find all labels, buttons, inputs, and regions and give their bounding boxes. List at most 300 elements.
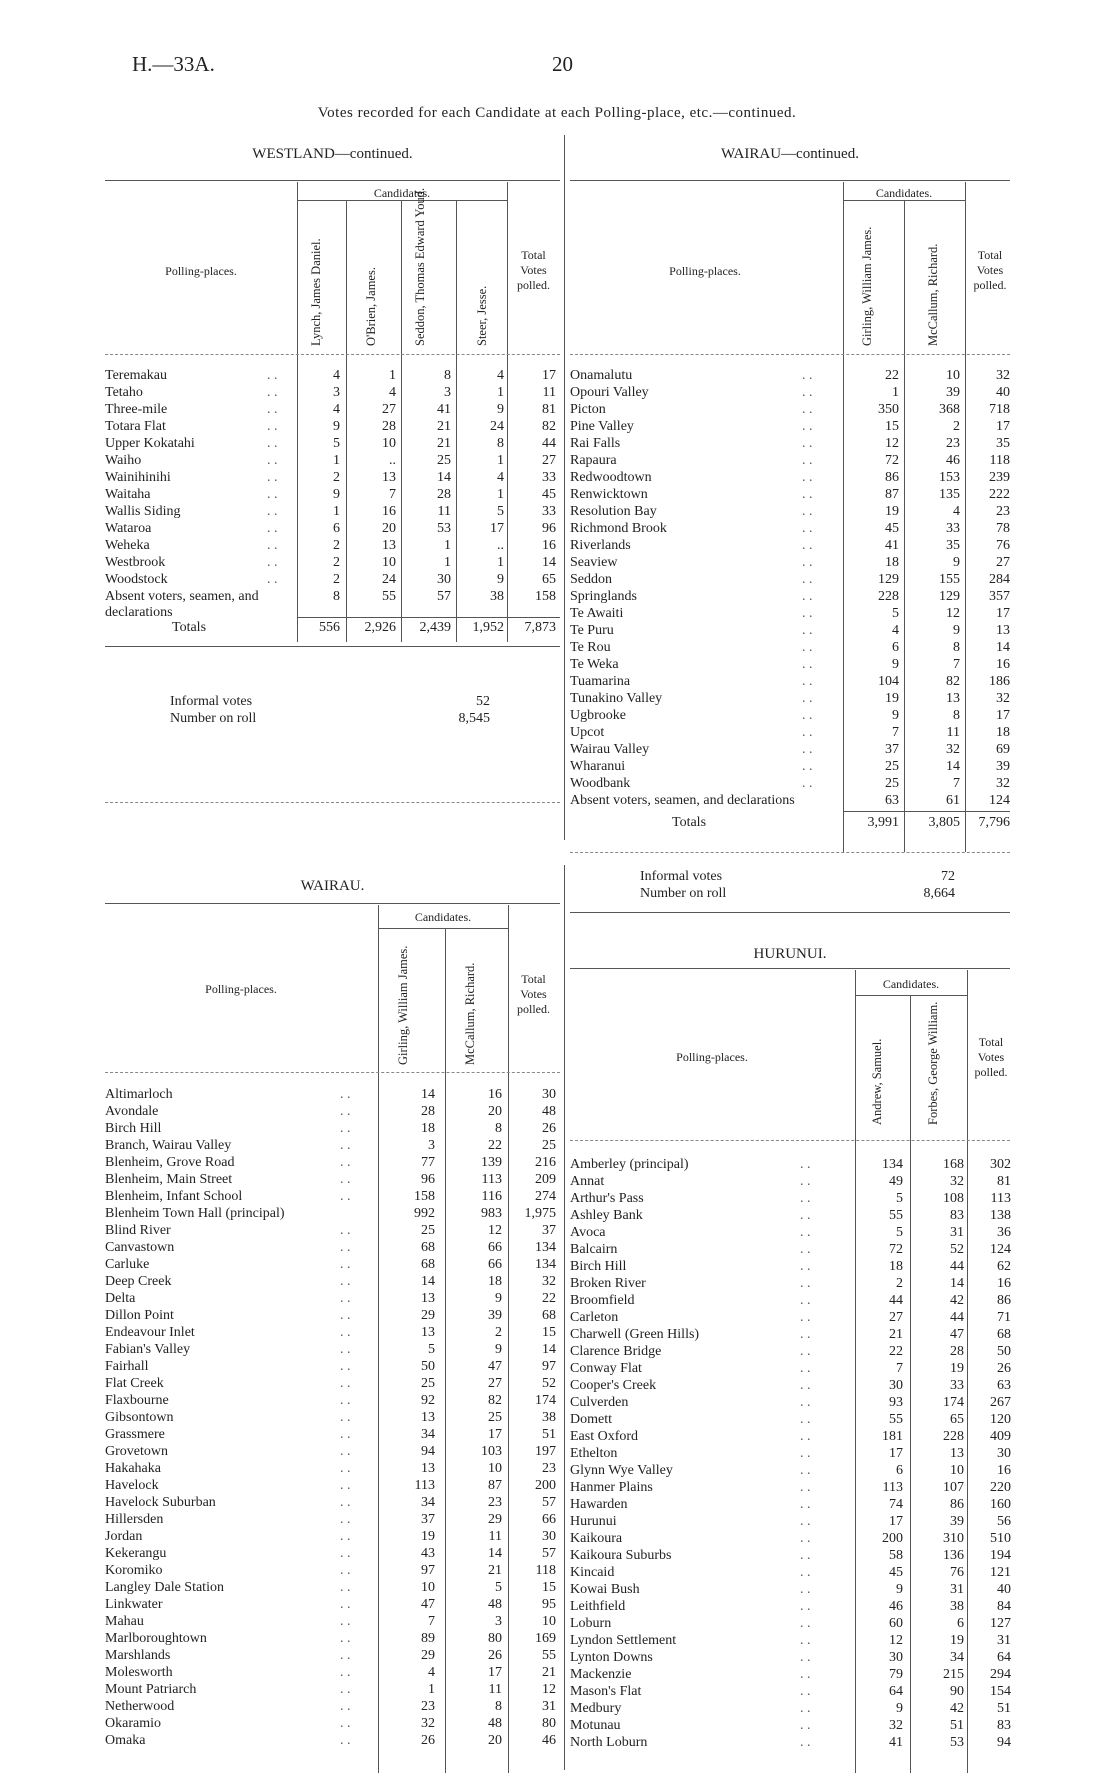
total-votes: 38 xyxy=(542,1410,556,1425)
table-row xyxy=(570,1310,1010,1327)
leader-dots: . . xyxy=(800,1497,811,1512)
table-row xyxy=(570,504,1010,521)
table-row xyxy=(105,1308,560,1325)
polling-place-name: Culverden xyxy=(570,1395,629,1410)
vote-count: 129 xyxy=(939,589,960,604)
vote-count: 6 xyxy=(896,1463,903,1478)
total-votes: 216 xyxy=(535,1155,556,1170)
polling-place-name: Waitaha xyxy=(105,487,151,502)
polling-place-name: Picton xyxy=(570,402,606,417)
table-row xyxy=(570,708,1010,725)
table-row xyxy=(105,1104,560,1121)
vote-count: 155 xyxy=(939,572,960,587)
document-reference: H.—33A. xyxy=(132,52,215,76)
polling-place-name: Ugbrooke xyxy=(570,708,626,723)
total-votes: 23 xyxy=(542,1461,556,1476)
table-row xyxy=(105,1427,560,1444)
polling-place-name: Carleton xyxy=(570,1310,619,1325)
vote-count: 47 xyxy=(950,1327,964,1342)
leader-dots: . . xyxy=(802,470,813,485)
table-row xyxy=(570,1191,1010,1208)
wairau-cont-top-rule xyxy=(570,180,1010,181)
vote-count: 27 xyxy=(382,402,396,417)
vote-count: 1 xyxy=(389,368,396,383)
polling-place-name: Kaikoura xyxy=(570,1531,623,1546)
table-row xyxy=(570,1582,1010,1599)
table-row xyxy=(105,1699,560,1716)
vote-count: 66 xyxy=(488,1257,502,1272)
vote-count: 50 xyxy=(421,1359,435,1374)
hurunui-top-rule xyxy=(570,968,1010,969)
total-votes: 36 xyxy=(997,1225,1011,1240)
table-row xyxy=(570,776,1010,793)
vote-count: 368 xyxy=(939,402,960,417)
total-votes: 194 xyxy=(990,1548,1011,1563)
westland-informal-label: Informal votes xyxy=(170,694,253,709)
table-row xyxy=(570,1225,1010,1242)
total-votes: 154 xyxy=(990,1684,1011,1699)
total-votes: 22 xyxy=(542,1291,556,1306)
polling-place-name: Redwoodtown xyxy=(570,470,652,485)
total-votes: 16 xyxy=(542,538,556,553)
vote-count: 1 xyxy=(444,538,451,553)
total-votes: 120 xyxy=(990,1412,1011,1427)
vote-count: 1 xyxy=(497,385,504,400)
table-row xyxy=(570,1531,1010,1548)
westland-top-rule xyxy=(105,180,560,181)
polling-place-name: Absent voters, seamen, and declarations xyxy=(105,589,259,620)
vote-count: 21 xyxy=(437,436,451,451)
leader-dots: . . xyxy=(267,419,278,434)
polling-place-name: Cooper's Creek xyxy=(570,1378,657,1393)
westland-cand-0: Lynch, James Daniel. xyxy=(309,238,323,346)
hurunui-head-rule xyxy=(570,1140,1010,1141)
leader-dots: . . xyxy=(800,1361,811,1376)
wairau-cand-0: Girling, William James. xyxy=(396,945,410,1065)
vote-count: 14 xyxy=(946,759,960,774)
total-votes: 174 xyxy=(535,1393,556,1408)
leader-dots: . . xyxy=(340,1138,351,1153)
vote-count: 39 xyxy=(950,1514,964,1529)
total-votes: 197 xyxy=(535,1444,556,1459)
westland-title: WESTLAND—continued. xyxy=(252,146,413,162)
table-row xyxy=(105,1376,560,1393)
wairau-cont-totals-label: Totals xyxy=(672,815,707,830)
vote-count: 32 xyxy=(889,1718,903,1733)
polling-place-name: Endeavour Inlet xyxy=(105,1325,195,1340)
vote-count: 72 xyxy=(885,453,899,468)
table-row xyxy=(570,691,1010,708)
polling-place-name: Annat xyxy=(570,1174,605,1189)
table-row xyxy=(570,1463,1010,1480)
vote-count: 41 xyxy=(437,402,451,417)
vote-count: 18 xyxy=(885,555,899,570)
vote-count: 38 xyxy=(490,589,504,604)
leader-dots: . . xyxy=(802,538,813,553)
westland-bottom-rule xyxy=(105,802,560,803)
table-row xyxy=(570,1633,1010,1650)
wairau-cand-rule xyxy=(378,928,508,929)
total-votes: 30 xyxy=(997,1446,1011,1461)
table-row xyxy=(570,1429,1010,1446)
leader-dots: . . xyxy=(800,1633,811,1648)
vote-count: 7 xyxy=(896,1361,903,1376)
vote-count: 11 xyxy=(437,504,451,519)
leader-dots: . . xyxy=(340,1648,351,1663)
leader-dots: . . xyxy=(802,521,813,536)
vote-count: 3 xyxy=(495,1614,502,1629)
table-row xyxy=(570,555,1010,572)
polling-place-name: Omaka xyxy=(105,1733,146,1748)
total-votes: 95 xyxy=(542,1597,556,1612)
leader-dots: . . xyxy=(800,1718,811,1733)
leader-dots: . . xyxy=(340,1155,351,1170)
total-votes: 81 xyxy=(997,1174,1011,1189)
vote-count: 14 xyxy=(488,1546,502,1561)
table-row xyxy=(105,1580,560,1597)
vote-count: 9 xyxy=(892,657,899,672)
polling-place-name: Glynn Wye Valley xyxy=(570,1463,673,1478)
vote-count: 29 xyxy=(421,1308,435,1323)
total-votes: 68 xyxy=(542,1308,556,1323)
table-row xyxy=(570,606,1010,623)
total-votes: 44 xyxy=(542,436,556,451)
total-votes: 18 xyxy=(996,725,1010,740)
polling-place-name: Rapaura xyxy=(570,453,617,468)
vote-count: 16 xyxy=(488,1087,502,1102)
polling-place-name: Woodstock xyxy=(105,572,168,587)
total-votes: 84 xyxy=(997,1599,1011,1614)
total-votes: 26 xyxy=(997,1361,1011,1376)
table-row xyxy=(105,1682,560,1699)
leader-dots: . . xyxy=(340,1716,351,1731)
vote-count: 45 xyxy=(889,1565,903,1580)
vote-count: 68 xyxy=(421,1240,435,1255)
total-votes: 46 xyxy=(542,1733,556,1748)
vote-count: .. xyxy=(389,453,396,468)
vote-count: 30 xyxy=(889,1650,903,1665)
total-votes: 40 xyxy=(996,385,1010,400)
total-votes: 66 xyxy=(542,1512,556,1527)
westland-polling-label: Polling-places. xyxy=(165,264,237,278)
vote-count: 46 xyxy=(946,453,960,468)
vote-count: 3 xyxy=(444,385,451,400)
vote-count: 24 xyxy=(382,572,396,587)
total-votes: 16 xyxy=(997,1463,1011,1478)
page-number: 20 xyxy=(552,52,573,76)
table-row xyxy=(105,368,560,385)
vote-count: 3 xyxy=(428,1138,435,1153)
leader-dots: . . xyxy=(340,1274,351,1289)
total-votes: 56 xyxy=(997,1514,1011,1529)
vote-count: 5 xyxy=(896,1225,903,1240)
vote-count: 2 xyxy=(333,538,340,553)
table-row xyxy=(105,1274,560,1291)
vote-count: 41 xyxy=(889,1735,903,1750)
polling-place-name: Jordan xyxy=(105,1529,143,1544)
total-votes: 23 xyxy=(996,504,1010,519)
polling-place-name: Seaview xyxy=(570,555,618,570)
total-votes: 14 xyxy=(542,555,556,570)
polling-place-name: Kincaid xyxy=(570,1565,615,1580)
table-row xyxy=(570,1344,1010,1361)
vote-count: 9 xyxy=(896,1701,903,1716)
vote-count: 13 xyxy=(421,1325,435,1340)
vote-count: 7 xyxy=(428,1614,435,1629)
total-votes: 113 xyxy=(990,1191,1011,1206)
table-row xyxy=(105,1393,560,1410)
vote-count: 33 xyxy=(950,1378,964,1393)
vote-count: 4 xyxy=(497,368,504,383)
total-votes: 57 xyxy=(542,1546,556,1561)
vote-count: 27 xyxy=(889,1310,903,1325)
table-row xyxy=(570,1378,1010,1395)
table-row xyxy=(570,436,1010,453)
vote-count: 9 xyxy=(495,1291,502,1306)
vote-count: 82 xyxy=(488,1393,502,1408)
vote-count: 983 xyxy=(481,1206,502,1221)
leader-dots: . . xyxy=(802,640,813,655)
vote-count: 228 xyxy=(878,589,899,604)
vote-count: 13 xyxy=(382,470,396,485)
polling-place-name: Renwicktown xyxy=(570,487,648,502)
vote-count: 23 xyxy=(946,436,960,451)
table-row xyxy=(105,487,560,504)
table-row xyxy=(570,1259,1010,1276)
vote-count: 9 xyxy=(497,572,504,587)
wairau-head-rule xyxy=(105,1072,560,1073)
total-votes: 51 xyxy=(542,1427,556,1442)
wairau-cont-bottom xyxy=(570,852,1010,853)
leader-dots: . . xyxy=(340,1393,351,1408)
vote-count: 10 xyxy=(946,368,960,383)
total-votes: 31 xyxy=(997,1633,1011,1648)
leader-dots: . . xyxy=(340,1359,351,1374)
vote-count: 2 xyxy=(333,572,340,587)
polling-place-name: Te Puru xyxy=(570,623,614,638)
total-votes: 80 xyxy=(542,1716,556,1731)
vote-count: 52 xyxy=(950,1242,964,1257)
polling-place-name: Grassmere xyxy=(105,1427,165,1442)
vote-count: 61 xyxy=(946,793,960,808)
table-row xyxy=(105,1172,560,1189)
vote-count: 2 xyxy=(896,1276,903,1291)
vote-count: 2 xyxy=(953,419,960,434)
polling-place-name: Lyndon Settlement xyxy=(570,1633,677,1648)
leader-dots: . . xyxy=(800,1667,811,1682)
total-votes: 357 xyxy=(989,589,1010,604)
polling-place-name: Waiho xyxy=(105,453,142,468)
vote-count: 87 xyxy=(885,487,899,502)
leader-dots: . . xyxy=(267,521,278,536)
vote-count: 86 xyxy=(950,1497,964,1512)
leader-dots: . . xyxy=(802,453,813,468)
table-row xyxy=(570,385,1010,402)
leader-dots: . . xyxy=(800,1735,811,1750)
leader-dots: . . xyxy=(340,1121,351,1136)
vote-count: 5 xyxy=(495,1580,502,1595)
polling-place-name: Rai Falls xyxy=(570,436,621,451)
polling-place-name: Blenheim, Infant School xyxy=(105,1189,243,1204)
vote-count: 55 xyxy=(382,589,396,604)
table-row xyxy=(105,1665,560,1682)
total-votes: 57 xyxy=(542,1495,556,1510)
column-divider-lower xyxy=(564,865,565,1770)
vote-count: 19 xyxy=(885,504,899,519)
wairau-table xyxy=(105,1087,560,1767)
vote-count: 82 xyxy=(946,674,960,689)
leader-dots: . . xyxy=(340,1172,351,1187)
leader-dots: . . xyxy=(340,1597,351,1612)
vote-count: 9 xyxy=(333,487,340,502)
vote-count: 5 xyxy=(333,436,340,451)
table-row xyxy=(570,657,1010,674)
leader-dots: . . xyxy=(340,1104,351,1119)
vote-count: 25 xyxy=(885,759,899,774)
vote-count: 25 xyxy=(437,453,451,468)
table-row xyxy=(570,1242,1010,1259)
polling-place-name: Tetaho xyxy=(105,385,143,400)
wairau-cont-roll-label: Number on roll xyxy=(640,886,727,901)
leader-dots: . . xyxy=(340,1733,351,1748)
total-votes: 83 xyxy=(997,1718,1011,1733)
westland-roll-label: Number on roll xyxy=(170,711,257,726)
vote-count: 8 xyxy=(444,368,451,383)
hurunui-total-label: Total Votes polled. xyxy=(974,1035,1008,1079)
polling-place-name: Teremakau xyxy=(105,368,167,383)
vote-count: 7 xyxy=(953,776,960,791)
polling-place-name: Branch, Wairau Valley xyxy=(105,1138,232,1153)
polling-place-name: Hawarden xyxy=(570,1497,628,1512)
leader-dots: . . xyxy=(802,385,813,400)
vote-count: 51 xyxy=(950,1718,964,1733)
polling-place-name: Fairhall xyxy=(105,1359,149,1374)
vote-count: 10 xyxy=(421,1580,435,1595)
vote-count: 68 xyxy=(421,1257,435,1272)
total-votes: 71 xyxy=(997,1310,1011,1325)
table-row xyxy=(570,1480,1010,1497)
vote-count: 20 xyxy=(488,1104,502,1119)
vote-count: 32 xyxy=(946,742,960,757)
leader-dots: . . xyxy=(267,402,278,417)
polling-place-name: Riverlands xyxy=(570,538,631,553)
polling-place-name: Blind River xyxy=(105,1223,171,1238)
vote-count: 228 xyxy=(943,1429,964,1444)
vote-count: 34 xyxy=(950,1650,964,1665)
vote-count: 25 xyxy=(885,776,899,791)
total-votes: 134 xyxy=(535,1257,556,1272)
vote-count: 31 xyxy=(950,1225,964,1240)
leader-dots: . . xyxy=(340,1580,351,1595)
vote-count: 5 xyxy=(896,1191,903,1206)
polling-place-name: Medbury xyxy=(570,1701,622,1716)
total-votes: 81 xyxy=(542,402,556,417)
vote-count: 14 xyxy=(421,1274,435,1289)
table-row xyxy=(570,1735,1010,1752)
total-votes: 65 xyxy=(542,572,556,587)
leader-dots: . . xyxy=(340,1495,351,1510)
table-row xyxy=(105,1206,560,1223)
total-votes: 17 xyxy=(996,419,1010,434)
total-votes: 10 xyxy=(542,1614,556,1629)
table-row xyxy=(105,470,560,487)
vote-count: 55 xyxy=(889,1208,903,1223)
vote-count: 1 xyxy=(428,1682,435,1697)
vote-count: 21 xyxy=(437,419,451,434)
leader-dots: . . xyxy=(340,1410,351,1425)
polling-place-name: Blenheim, Main Street xyxy=(105,1172,233,1187)
leader-dots: . . xyxy=(340,1240,351,1255)
total-votes: 284 xyxy=(989,572,1010,587)
vote-count: 57 xyxy=(437,589,451,604)
vote-count: 139 xyxy=(481,1155,502,1170)
polling-place-name: Wataroa xyxy=(105,521,152,536)
table-row xyxy=(570,1412,1010,1429)
polling-place-name: Motunau xyxy=(570,1718,621,1733)
vote-count: 30 xyxy=(889,1378,903,1393)
leader-dots: . . xyxy=(267,436,278,451)
polling-place-name: Resolution Bay xyxy=(570,504,657,519)
table-row xyxy=(570,1208,1010,1225)
polling-place-name: Canvastown xyxy=(105,1240,175,1255)
leader-dots: . . xyxy=(800,1395,811,1410)
table-row xyxy=(105,521,560,538)
total-votes: 222 xyxy=(989,487,1010,502)
total-votes: 124 xyxy=(990,1242,1011,1257)
polling-place-name: Seddon xyxy=(570,572,612,587)
vote-count: 21 xyxy=(488,1563,502,1578)
leader-dots: . . xyxy=(800,1463,811,1478)
vote-count: 1 xyxy=(333,504,340,519)
leader-dots: . . xyxy=(802,504,813,519)
table-row xyxy=(570,623,1010,640)
leader-dots: . . xyxy=(800,1174,811,1189)
table-row xyxy=(570,1327,1010,1344)
table-row xyxy=(570,402,1010,419)
leader-dots: . . xyxy=(800,1616,811,1631)
total-votes: 14 xyxy=(996,640,1010,655)
polling-place-name: Totara Flat xyxy=(105,419,166,434)
vote-count: 350 xyxy=(878,402,899,417)
table-row xyxy=(570,487,1010,504)
table-row xyxy=(570,453,1010,470)
vote-count: 153 xyxy=(939,470,960,485)
vote-count: 1 xyxy=(497,487,504,502)
table-row xyxy=(105,1631,560,1648)
total-votes: 302 xyxy=(990,1157,1011,1172)
vote-count: 1 xyxy=(892,385,899,400)
vote-count: 15 xyxy=(885,419,899,434)
wairau-cont-roll-value: 8,664 xyxy=(923,886,955,901)
polling-place-name: Linkwater xyxy=(105,1597,163,1612)
polling-place-name: Ashley Bank xyxy=(570,1208,643,1223)
vote-count: 135 xyxy=(939,487,960,502)
vote-count: 26 xyxy=(488,1648,502,1663)
table-row xyxy=(570,1361,1010,1378)
polling-place-name: Hanmer Plains xyxy=(570,1480,653,1495)
polling-place-name: Avondale xyxy=(105,1104,159,1119)
vote-count: 44 xyxy=(950,1259,964,1274)
polling-place-name: Wairau Valley xyxy=(570,742,650,757)
total-votes: 52 xyxy=(542,1376,556,1391)
table-row xyxy=(105,1121,560,1138)
vote-count: 28 xyxy=(382,419,396,434)
vote-count: 19 xyxy=(950,1361,964,1376)
table-row xyxy=(105,1155,560,1172)
vote-count: 5 xyxy=(892,606,899,621)
table-row xyxy=(570,1497,1010,1514)
leader-dots: . . xyxy=(800,1599,811,1614)
